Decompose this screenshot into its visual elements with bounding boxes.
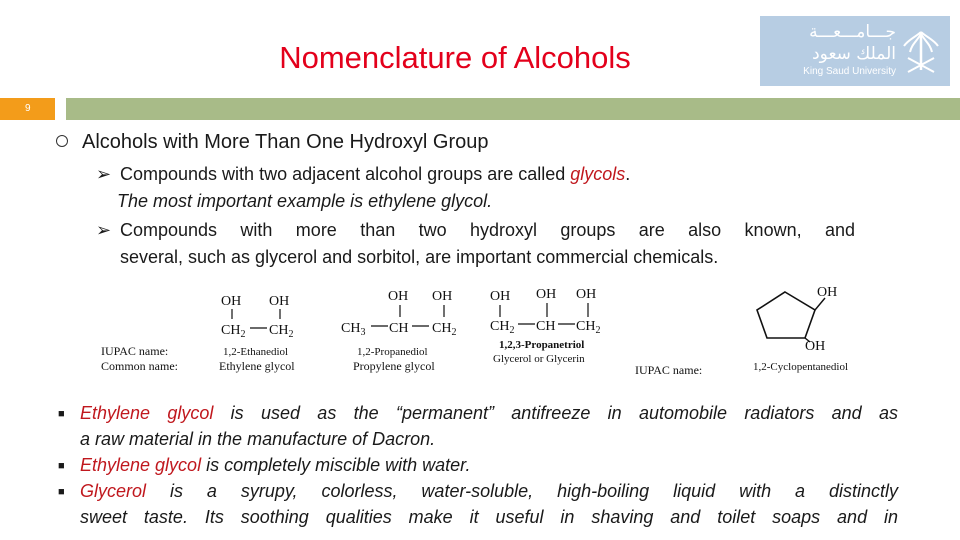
bullet2-line1: [80, 455, 898, 476]
svg-text:CH2: $CH_2$: [490, 319, 515, 336]
cyclo-iupac-name: 1,2-Cyclopentanediol: [753, 361, 849, 373]
slide-title: Nomenclature of Alcohols: [279, 40, 631, 75]
point2-line2: several, such as glycerol and sorbitol, are important commercial chemicals.: [120, 247, 719, 267]
structures-figure: [95, 280, 865, 380]
svg-text:CH2: $CH_2$: [576, 319, 601, 336]
header-accent-bar: [66, 98, 960, 120]
bullet1-line2: a raw material in the manufacture of Dacron.: [80, 429, 436, 449]
svg-text:OH: OH: [805, 339, 826, 354]
svg-text:CH: CH: [389, 321, 409, 336]
glycerol-structure: [490, 287, 600, 365]
common-name-label: Common name:: [101, 359, 178, 373]
propylene-common-name: Propylene glycol: [353, 359, 435, 373]
svg-text:CH2: $CH_2$: [269, 323, 294, 340]
bullet3-line2: sweet taste. Its soothing qualities make it useful in shaving and toilet soaps and in: [80, 507, 898, 527]
circle-bullet-icon: [56, 135, 68, 147]
svg-text:OH: OH: [221, 294, 242, 309]
glycerol-iupac-name: 1,2,3-Propanetriol: [499, 339, 585, 351]
glycerol-term: Glycerol: [80, 481, 147, 501]
propylene-iupac-name: 1,2-Propanediol: [357, 346, 428, 358]
point1-line1-text: Compounds with two adjacent alcohol groups are called: [120, 164, 571, 184]
logo-arabic-line1: جـــامـــعـــة: [809, 22, 896, 42]
cyclopentanediol-structure: [635, 285, 848, 377]
slide-number-tab: [0, 98, 55, 120]
square-bullet-icon: ■: [58, 408, 65, 420]
glycerol-common-name: Glycerol or Glycerin: [493, 353, 585, 365]
point1-line1: [120, 164, 630, 185]
svg-text:CH: CH: [536, 319, 556, 334]
point1-line1-end: .: [625, 164, 631, 184]
bullet2-text: is completely miscible with water.: [201, 455, 471, 475]
svg-text:OH: OH: [432, 289, 453, 304]
bullet1-line1: [80, 403, 898, 424]
svg-text:OH: OH: [536, 287, 557, 302]
slide-number: 9: [25, 103, 31, 114]
section-heading: [56, 131, 488, 154]
propylene-glycol-structure: [341, 289, 456, 373]
svg-text:OH: OH: [269, 294, 290, 309]
palm-emblem-icon: [900, 24, 942, 78]
ethylene-glycol-term: Ethylene glycol: [80, 403, 214, 423]
iupac-name-label: IUPAC name:: [101, 344, 169, 358]
svg-text:OH: OH: [388, 289, 409, 304]
svg-text:OH: OH: [490, 289, 511, 304]
ethylene-glycol-structure: [219, 294, 295, 373]
cyclo-iupac-label: IUPAC name:: [635, 363, 703, 377]
ethylene-iupac-name: 1,2-Ethanediol: [223, 346, 289, 358]
logo-english-name: King Saud University: [803, 66, 896, 77]
svg-text:CH2: $CH_2$: [221, 323, 246, 340]
square-bullet-icon: ■: [58, 486, 65, 498]
glycols-term: glycols: [570, 164, 626, 184]
ethylene-glycol-term: Ethylene glycol: [80, 455, 202, 475]
svg-text:CH2: $CH_2$: [432, 321, 457, 338]
svg-text:CH3: $CH_3$: [341, 321, 366, 338]
arrow-bullet-icon: ➢: [96, 164, 112, 185]
arrow-bullet-icon: ➢: [96, 220, 112, 241]
section-heading-text: Alcohols with More Than One Hydroxyl Group: [82, 131, 489, 153]
bullet3-line1: [80, 481, 898, 502]
square-bullet-icon: ■: [58, 460, 65, 472]
logo-arabic-line2: الملك سعود: [812, 44, 896, 64]
ethylene-common-name: Ethylene glycol: [219, 359, 295, 373]
svg-text:OH: OH: [817, 285, 838, 300]
point2-line1: Compounds with more than two hydroxyl groups are also known, and: [120, 220, 855, 240]
svg-text:OH: OH: [576, 287, 597, 302]
bullet3-text: is a syrupy, colorless, water-soluble, high-boiling liquid with a distinctly: [146, 481, 898, 501]
bullet1-text: is used as the “permanent” antifreeze in automobile radiators and as: [213, 403, 898, 423]
point1-line2: The most important example is ethylene glycol.: [117, 191, 493, 211]
university-logo: [760, 16, 950, 86]
